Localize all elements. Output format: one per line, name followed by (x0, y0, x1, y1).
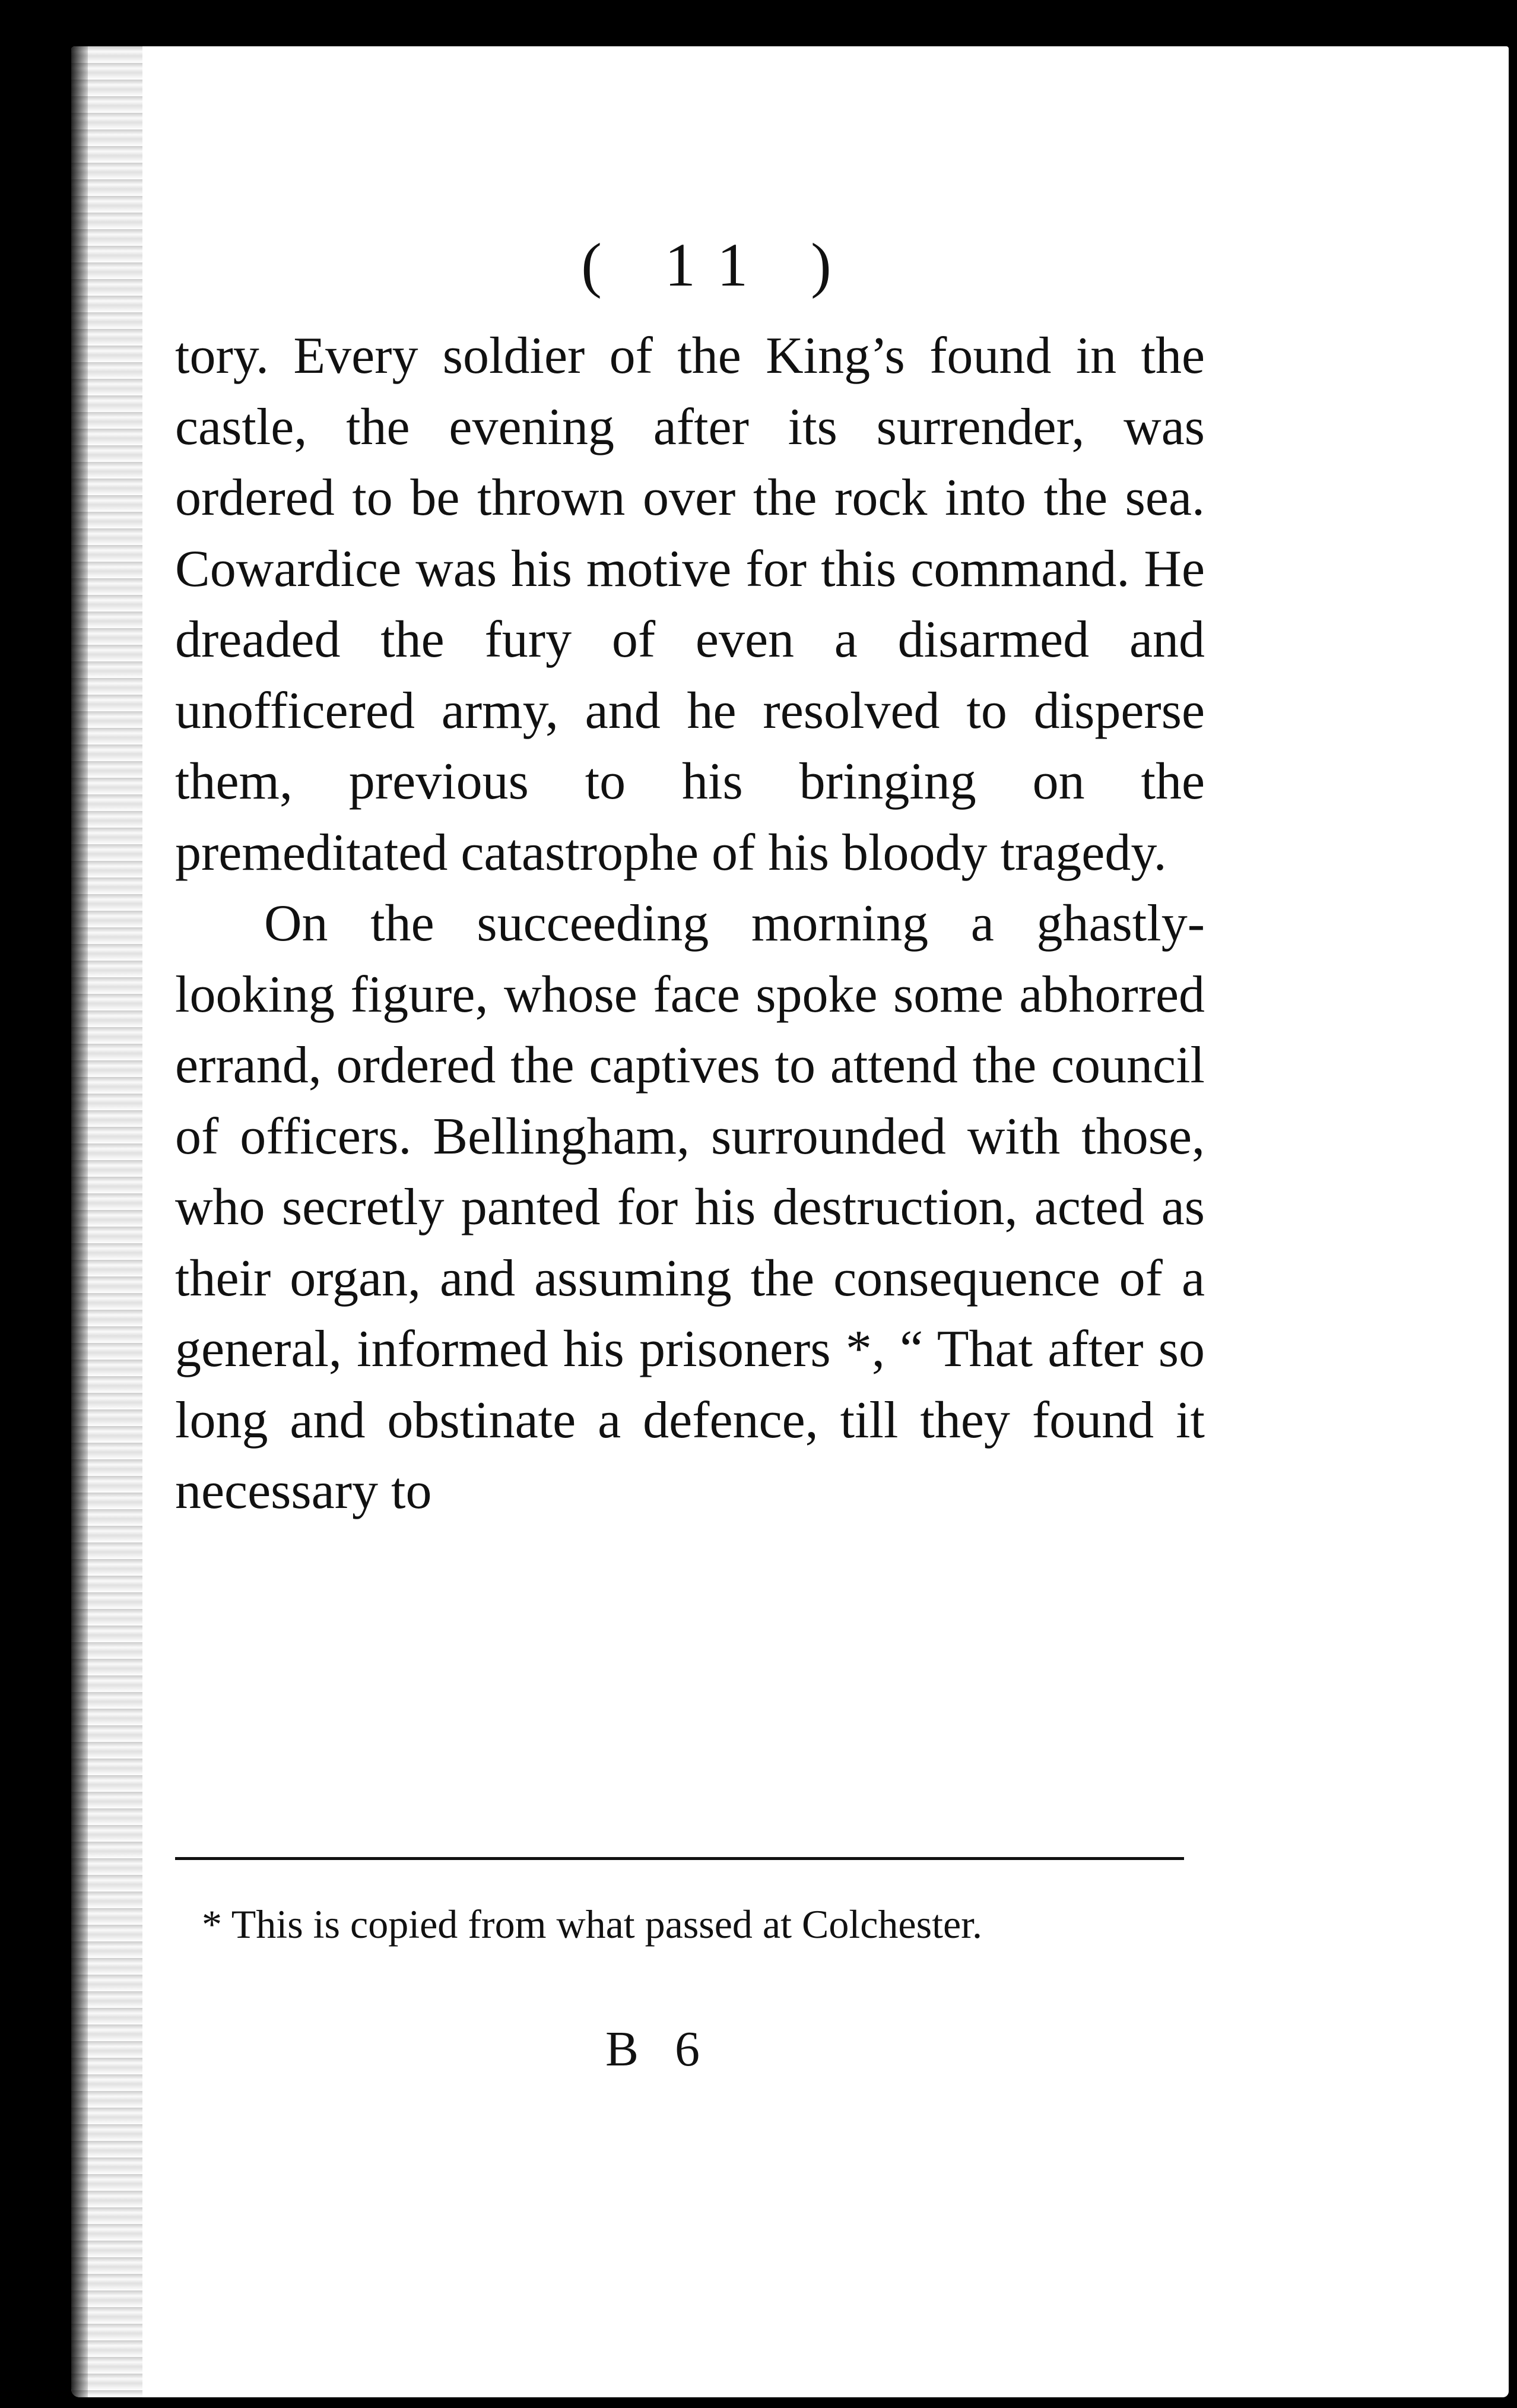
paragraph-2: On the succeeding morning a ghastly-looking figure, whose face spoke some abhorred errand, ordered the captives to attend the council of officers. Bellingham, surrounded with those, who secretly panted for his destruction, acted as their organ, and assuming the consequence of a general, informed his prisoners *, “ That after so long and obstinate a defence, till they found it necessary to (175, 895, 1205, 1520)
binding-gutter-edge (71, 46, 88, 2397)
page-number: ( 11 ) (581, 231, 855, 299)
body-text (175, 321, 1205, 1527)
signature-mark: B 6 (605, 2022, 712, 2077)
footnote-rule (175, 1857, 1184, 1860)
paragraph-1: tory. Every soldier of the King’s found in the castle, the evening after its surrender, was ordered to be thrown over the rock into the sea. Cowardice was his motive for this command. He dreaded the fury of even a disarmed and unofficered army, and he resolved to disperse them, previous to his bringing on the premeditated catastrophe of his bloody tragedy. (175, 327, 1205, 882)
footnote: * This is copied from what passed at Colchester. (202, 1902, 983, 1947)
